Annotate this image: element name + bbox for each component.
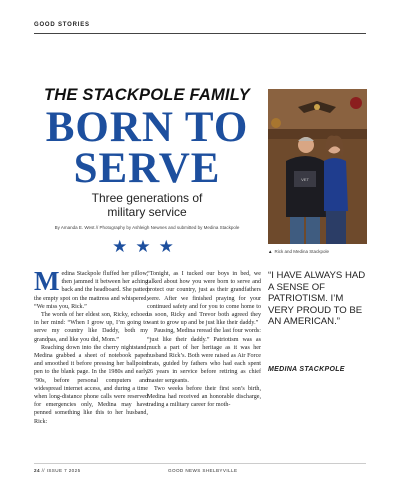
body-paragraph-3: Reaching down into the cherry nightstand, Medina grabbed a sheet of notebook paper and smoothed it before pressing her ballpoint pen to the blank page. In the 1980s and early ’90s, before personal computers and widespread internet access, and during a time when long-distance phone calls were reserved for emergencies only, Medina may have penned something like this to her husband, Rick: (34, 344, 148, 425)
caption-pointer-icon: ▲ (268, 249, 273, 254)
couple-photo (268, 89, 367, 244)
photo-illustration (268, 89, 367, 244)
body-paragraph-1 (34, 266, 148, 311)
stars-ornament: ★★★ (112, 237, 182, 256)
subhead-line-2: military service (107, 205, 187, 219)
body-column-2 (147, 270, 261, 409)
footer-page-info (34, 468, 81, 473)
body-column-1 (34, 266, 148, 426)
byline: By Amanda E. West // Photography by Ashleigh Newnes and submitted by Medina Stackpole (54, 225, 240, 230)
pull-quote-attribution: MEDINA STACKPOLE (268, 366, 345, 373)
photo-caption-text: Rick and Medina Stackpole (274, 249, 329, 254)
pull-quote: “I HAVE ALWAYS HAD A SENSE OF PATRIOTISM. I’M VERY PROUD TO BE AN AMERICAN.” (268, 270, 366, 328)
article-kicker: THE STACKPOLE FAMILY (44, 86, 250, 104)
issue-label: // ISSUE 7 2025 (41, 468, 81, 473)
top-divider (34, 33, 366, 34)
body-paragraph-2: The words of her eldest son, Ricky, echoed in her mind: “When I grow up, I’m going to serve my country like Daddy, both my grandpas, and like you did, Mom.” (34, 312, 148, 343)
body-paragraph-4: “Tonight, as I tucked our boys in bed, we talked about how you were born to serve and protect our country, just as their grandfathers were. After we finished praying for your continued safety and for you to come home to us soon, Ricky and Trevor both agreed they want to grow up and be just like their daddy.” (147, 271, 261, 327)
footer-divider (34, 463, 366, 464)
body-paragraph-6: Two weeks before their first son’s birth, Medina had received an honorable discharge, trading a military career for moth- (147, 385, 261, 409)
footer-publication: GOOD NEWS SHELBYVILLE (168, 468, 238, 473)
section-label: GOOD STORIES (34, 22, 90, 28)
subheadline (34, 191, 260, 219)
page-number: 24 (34, 468, 40, 473)
svg-text:VET: VET (301, 177, 309, 182)
headline-line-1: BORN TO (45, 104, 249, 151)
body-paragraph-5: Pausing, Medina reread the last four words: “just like their daddy.” Patriotism was as much a part of her heritage as it was her husband Rick’s. Both were raised as Air Force brats, guided by fathers who had each spent 26 years in service before retiring as chief master sergeants. (147, 328, 261, 384)
body-paragraph-1-text: edina Stackpole fluffed her pillow, then jammed it between her aching back and the headboard. She patted the empty spot on the mattress and whispered, “We miss you, Rick.” (34, 271, 148, 310)
subhead-line-1: Three generations of (91, 191, 203, 205)
drop-cap: M (34, 266, 60, 296)
headline-line-2: SERVE (73, 145, 221, 192)
photo-caption (268, 249, 329, 254)
